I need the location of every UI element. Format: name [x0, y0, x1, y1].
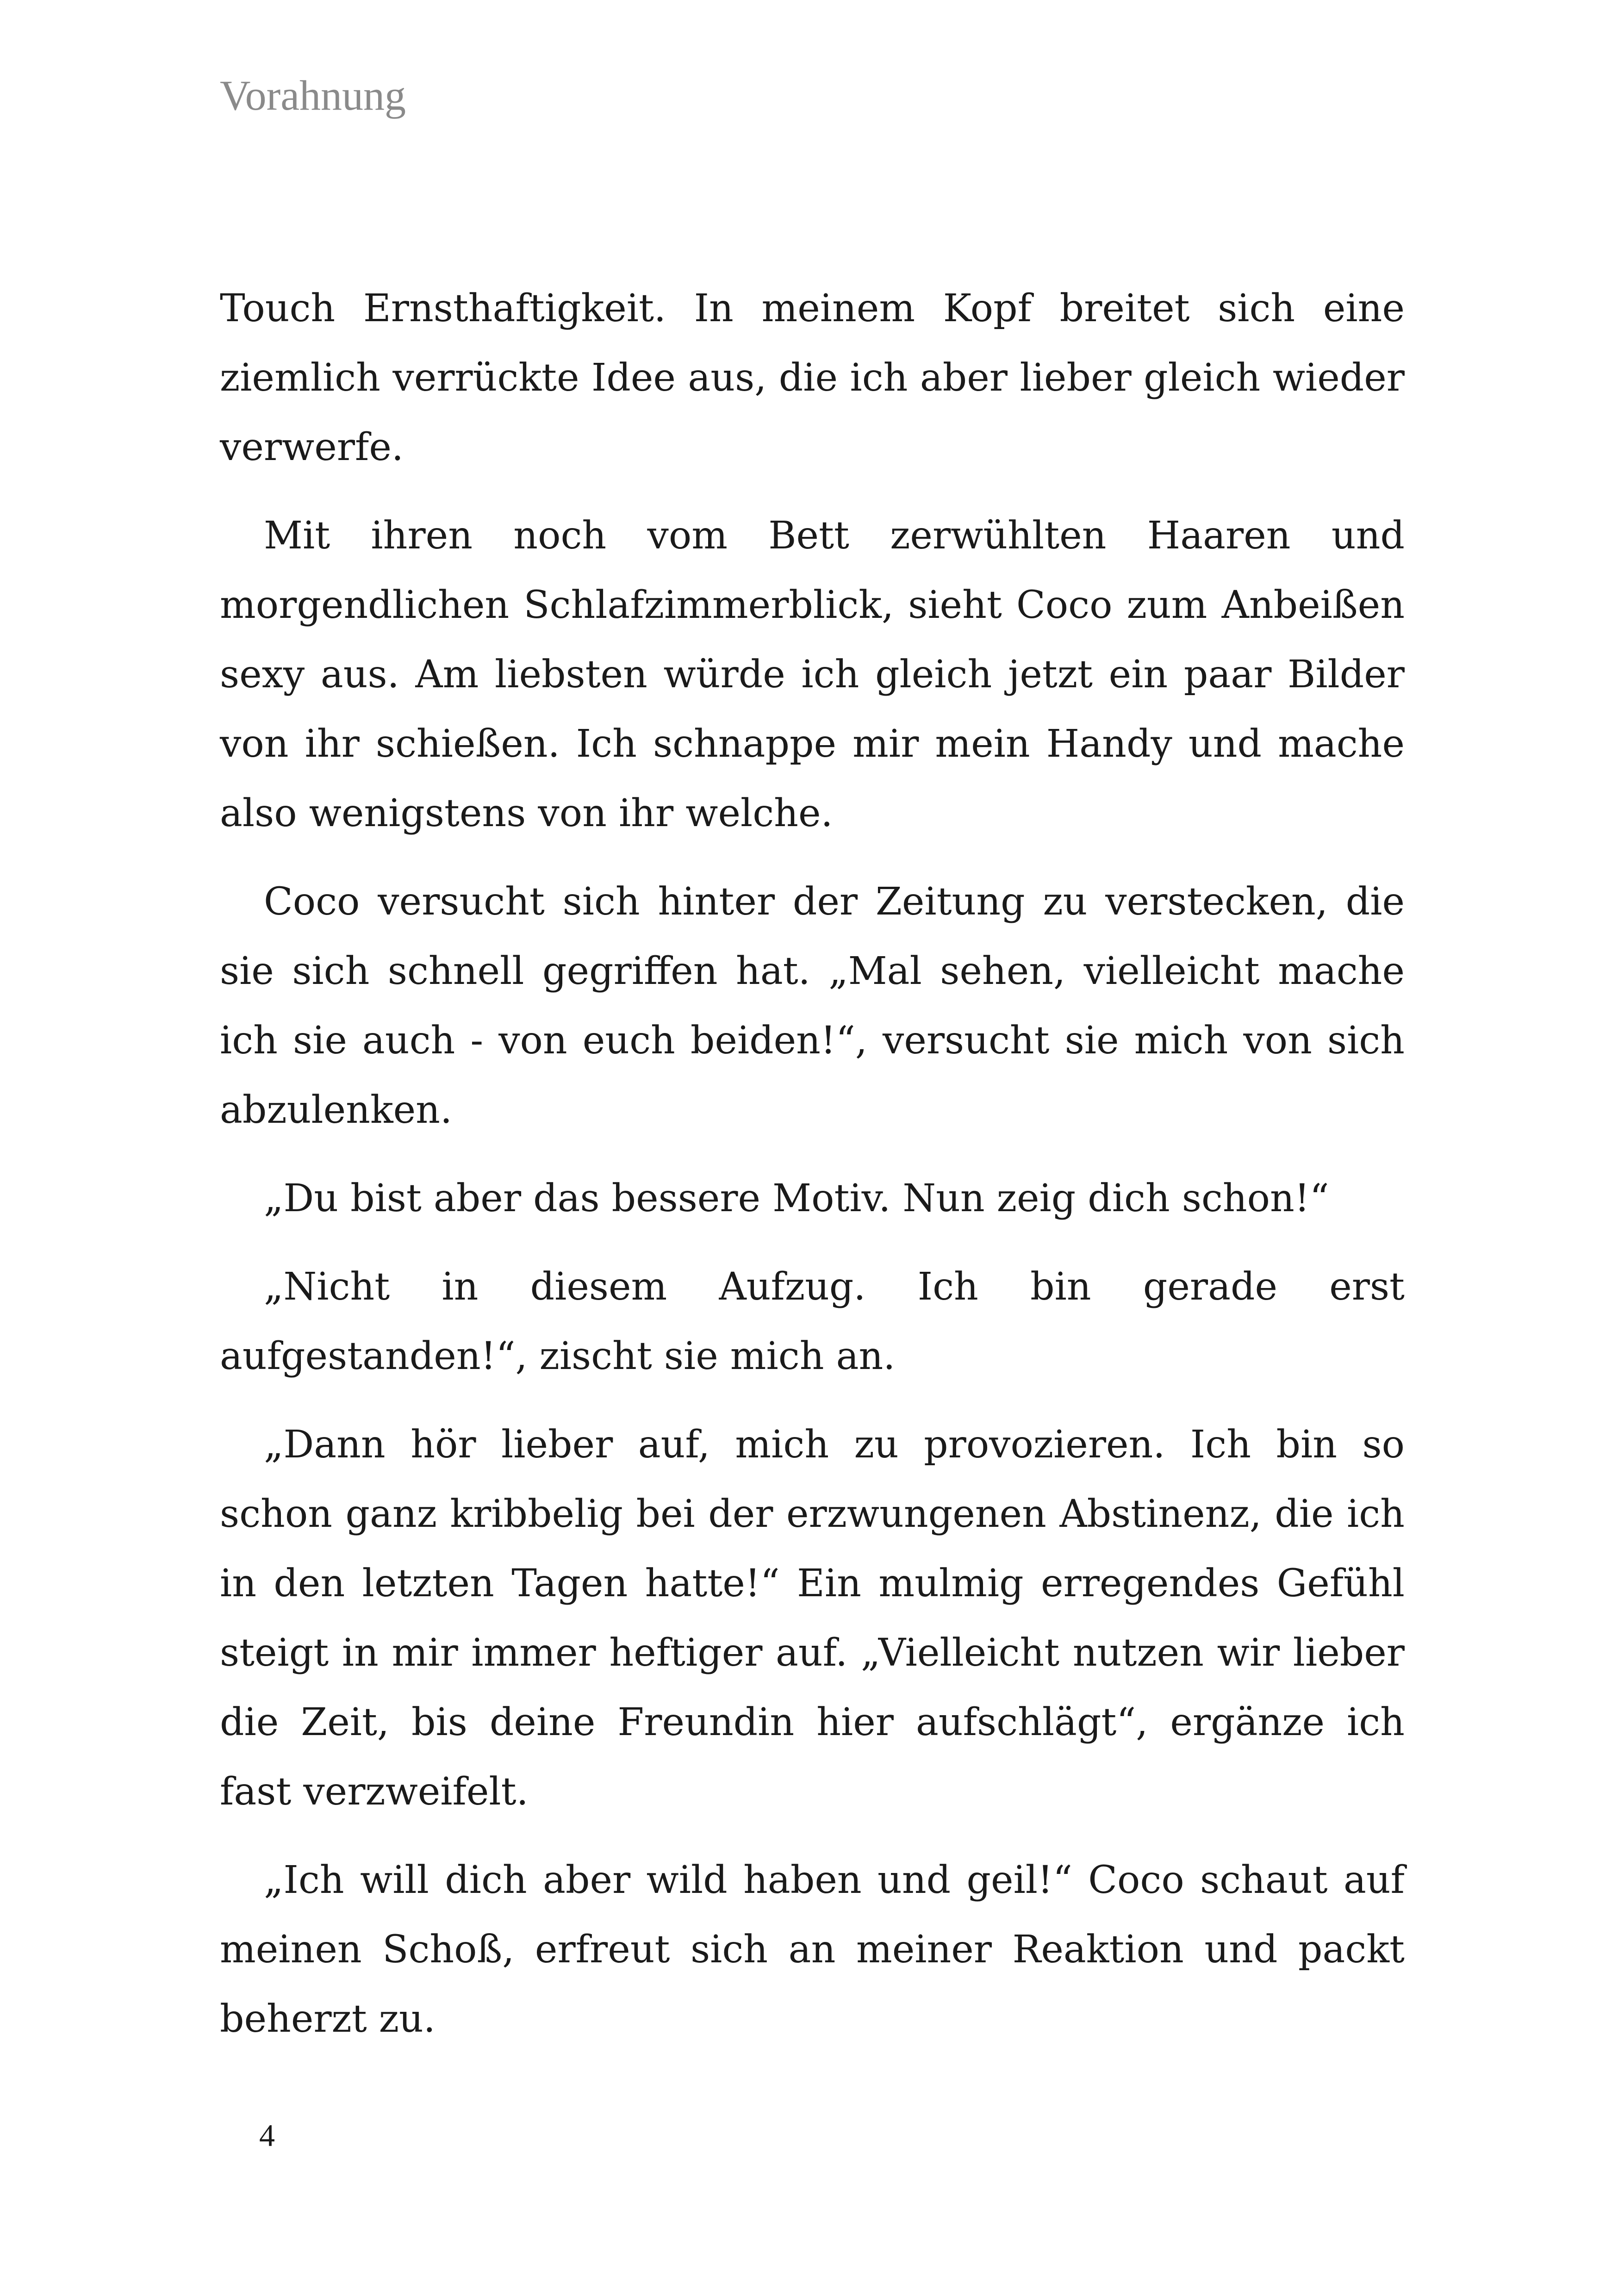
paragraph: „Ich will dich aber wild haben und geil!“ Coco schaut auf meinen Schoß, erfreut sich an meiner Reaktion und packt beherzt zu.	[220, 1858, 1405, 2041]
page-number: 4	[259, 2118, 275, 2153]
paragraph: Coco versucht sich hinter der Zeitung zu verstecken, die sie sich schnell gegriffen hat. „Mal sehen, vielleicht mache ich sie auch - von euch beiden!“, versucht sie mich von sich abzulenken.	[220, 880, 1405, 1132]
running-header: Vorahnung	[220, 72, 406, 119]
paragraph: Mit ihren noch vom Bett zerwühlten Haaren und morgendlichen Schlafzimmerblick, sieht Coco zum Anbeißen sexy aus. Am liebsten würde ich gleich jetzt ein paar Bilder von ihr schießen. Ich schnappe mir mein Handy und mache also wenigstens von ihr welche.	[220, 514, 1405, 835]
body-text	[220, 274, 1405, 2073]
paragraph: „Dann hör lieber auf, mich zu provozieren. Ich bin so schon ganz kribbelig bei der erzwungenen Abstinenz, die ich in den letzten Tagen hatte!“ Ein mulmig erregendes Gefühl steigt in mir immer heftiger auf. „Vielleicht nutzen wir lieber die Zeit, bis deine Freundin hier aufschlägt“, ergänze ich fast verzweifelt.	[220, 1423, 1405, 1814]
paragraph: „Du bist aber das bessere Motiv. Nun zeig dich schon!“	[264, 1176, 1329, 1220]
paragraph: Touch Ernsthaftigkeit. In meinem Kopf breitet sich eine ziemlich verrückte Idee aus, die ich aber lieber gleich wieder verwerfe.	[220, 286, 1405, 469]
paragraph: „Nicht in diesem Aufzug. Ich bin gerade erst aufgestanden!“, zischt sie mich an.	[220, 1265, 1405, 1378]
